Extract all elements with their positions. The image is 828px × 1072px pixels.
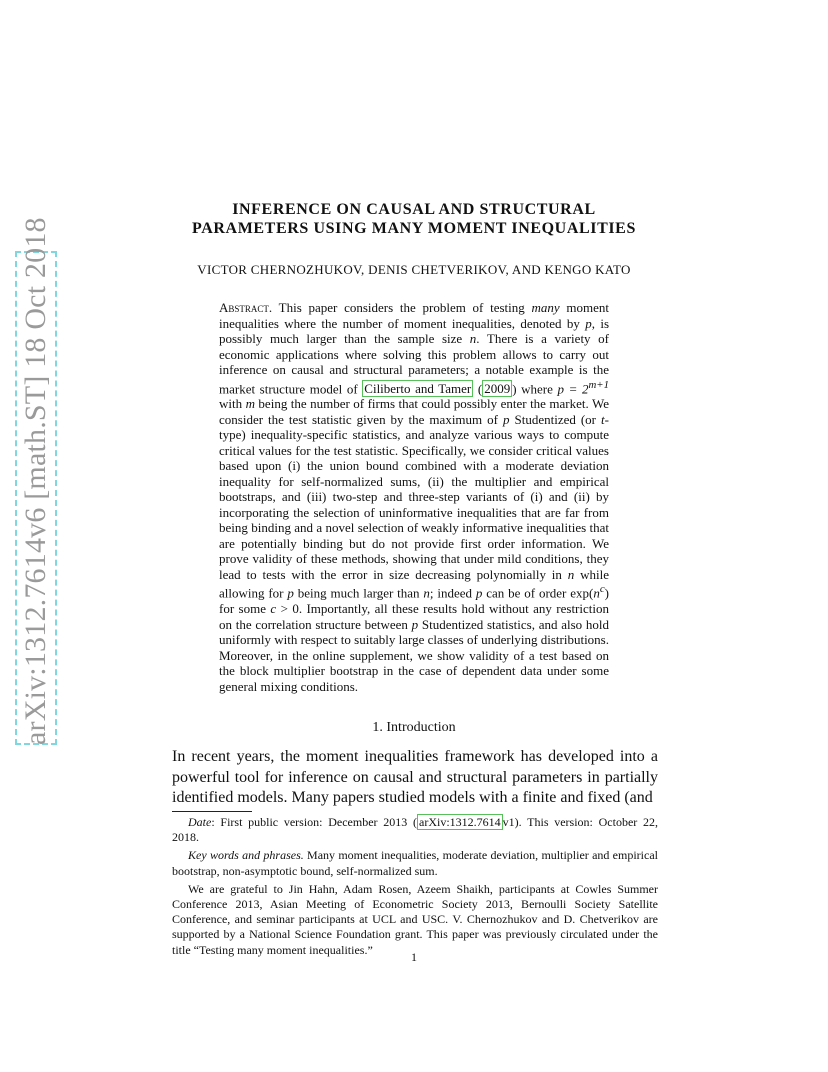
math-var: p — [411, 616, 419, 632]
math-var: c — [270, 601, 277, 617]
abstract-text: , is possibly much larger than the sample size — [219, 315, 610, 346]
math-var: p — [287, 585, 294, 601]
math-var: n — [423, 585, 430, 601]
abstract-text: being the number of firms that could possibly enter the market. We consider the test statistic given by the maximum of — [219, 396, 609, 427]
section-heading-introduction: 1. Introduction — [372, 720, 456, 735]
footnote-keywords-label: Key words and phrases. — [188, 848, 304, 863]
footnote-acknowledgements: We are grateful to Jin Hahn, Adam Rosen, Azeem Shaikh, participants at Cowles Summer Conference 2013, Asian Meeting of Econometric Society 2013, Bernoulli Society Satellite Conference, and seminar participants at UCL and USC. V. Chernozhukov and D. Chetverikov are supported by a National Science Foundation grant. This paper was previously circulated under the title “Testing many moment inequalities.” — [172, 881, 658, 957]
math-var: n — [567, 566, 575, 582]
citation-link-authors[interactable]: Ciliberto and Tamer — [364, 380, 472, 396]
math-var: m — [245, 396, 255, 412]
abstract-text: -type) inequality-specific statistics, and analyze various ways to compute critical values for the test statistic. Specifically, we consider critical values based upon (i) the union bound combined with a moderate deviation inequality for self-normalized sums, (ii) the multiplier and empirical bootstraps, and (iii) two-step and three-step variants of (i) and (ii) by incorporating the selection of uninformative inequalities that are far from being binding and a novel selection of weakly informative inequalities that are potentially binding but do not provide first order information. We prove validity of these methods, showing that under mild conditions, they lead to tests with the error in size decreasing polynomially in — [219, 411, 609, 582]
introduction-paragraph: In recent years, the moment inequalities framework has developed into a powerful tool for inference on causal and structural parameters in partially identified models. Many papers studied models with a finite and fixed (and — [172, 748, 658, 806]
abstract-text: This paper considers the problem of testing — [278, 300, 532, 315]
abstract-text: ) for some — [219, 585, 609, 617]
arxiv-identifier[interactable]: arXiv:1312.7614v6 [math.ST] 18 Oct 2018 — [19, 217, 52, 745]
abstract-emphasis: many — [531, 300, 560, 315]
math-equation: p = 2 — [557, 380, 589, 396]
math-var: p — [585, 315, 592, 331]
footnotes — [172, 815, 658, 958]
footnote-text: Many moment inequalities, moderate deviation, multiplier and empirical bootstrap, non-asymptotic bound, self-normalized sum. — [172, 848, 658, 878]
footnote-text: : First public version: December 2013 ( — [211, 815, 417, 829]
math-var: n — [469, 331, 477, 346]
abstract-text: moment inequalities where the number of moment inequalities, denoted by — [219, 300, 610, 331]
footnote-keywords — [172, 848, 658, 878]
abstract-text: with — [219, 396, 246, 412]
citation-link-year[interactable]: 2009 — [484, 380, 511, 396]
paper-title-line-2: PARAMETERS USING MANY MOMENT INEQUALITIES — [192, 220, 636, 237]
footnote-text: v1). This version: October 22, 2018. — [172, 815, 658, 845]
abstract-text: Studentized (or — [509, 411, 602, 427]
math-var: n — [593, 585, 600, 601]
paper-title-line-1: INFERENCE ON CAUSAL AND STRUCTURAL — [232, 201, 596, 218]
abstract-text: ; indeed — [429, 585, 476, 601]
abstract-text: Studentized statistics, and also hold uniformly with respect to suitably large classes of underlying distributions. Moreover, in the online supplement, we show validity of a test based on the block multiplier bootstrap in the case of dependent data under some general mixing conditions. — [219, 616, 609, 694]
abstract-text: can be of order exp( — [482, 585, 594, 601]
abstract-text: being much larger than — [293, 585, 424, 601]
math-superscript: c — [599, 583, 605, 596]
abstract-text: . There is a variety of economic applications where solving this problem allows to carry out inference on causal and structural parameters; a notable example is the market structure model of — [219, 331, 609, 396]
abstract: Abstract. This paper considers the problem of testing many moment inequalities where the number of moment inequalities, denoted by p, is possibly much larger than the sample size n. There is a variety of economic applications where solving this problem allows to carry out inference on causal and structural parameters; a notable example is the market structure model of Ciliberto and Tamer ( 2009 ) where $p = 2^{m+1}$ with m being the number of firms that could possibly enter the market. We consider the test statistic given by the maximum of p Studentized (or t-type) inequality-specific statistics, and analyze various ways to compute critical values for the test statistic. Specifically, we consider critical values based upon (i) the union bound combined with a moderate deviation inequality for self-normalized sums, (ii) the multiplier and empirical bootstraps, and (iii) two-step and three-step variants of (i) and (ii) by incorporating the selection of uninformative inequalities that are far from being binding and a novel selection of weakly informative inequalities that are potentially binding but do not provide first order information. We prove validity of these methods, showing that under mild conditions, they lead to tests with the error in size decreasing polynomially in n while allowing for p being much larger than n; indeed p can be of order $\exp(n^c)$ for some c > 0. Importantly, all these results hold without any restriction on the correlation structure between p Studentized statistics, and also hold uniformly with respect to suitably large classes of underlying distributions. Moreover, in the online supplement, we show validity of a test based on the block multiplier bootstrap in the case of dependent data under some general mixing conditions. — [219, 300, 610, 694]
abstract-text: > 0. Importantly, all these results hold without any restriction on the correlation structure between — [219, 601, 609, 632]
math-var: p — [502, 411, 510, 427]
footnote-date — [172, 815, 658, 845]
math-superscript: m+1 — [588, 378, 609, 391]
math-var: t — [601, 411, 605, 427]
footnote-date-label: Date — [188, 815, 212, 829]
footnote-divider — [172, 811, 252, 812]
abstract-label: Abstract. — [219, 300, 273, 315]
abstract-text: while allowing for — [219, 566, 609, 601]
paper-authors: VICTOR CHERNOZHUKOV, DENIS CHETVERIKOV, AND KENGO KATO — [197, 262, 631, 277]
math-var: p — [475, 585, 483, 601]
arxiv-link[interactable]: arXiv:1312.7614 — [419, 815, 501, 829]
abstract-text: where — [516, 380, 558, 396]
page-number: 1 — [411, 950, 417, 964]
